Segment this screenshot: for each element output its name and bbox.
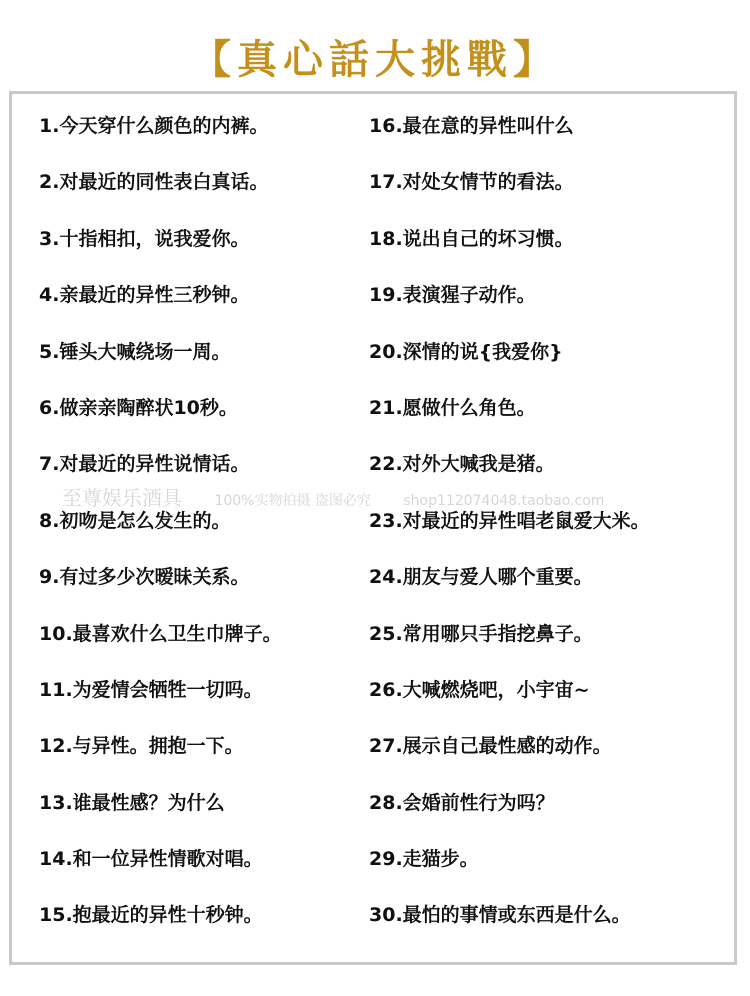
list-item: 24.朋友与爱人哪个重要。	[369, 566, 593, 589]
watermark-note: 100%实物拍摄 盗图必究	[214, 493, 371, 509]
list-item: 21.愿做什么角色。	[369, 396, 536, 419]
list-item: 14.和一位异性情歌对唱。	[39, 848, 263, 871]
list-item: 4.亲最近的异性三秒钟。	[39, 284, 250, 307]
list-item: 5.锤头大喊绕场一周。	[39, 340, 231, 363]
list-item: 26.大喊燃烧吧，小宇宙~	[369, 678, 590, 701]
list-item: 28.会婚前性行为吗？	[369, 791, 555, 814]
list-item: 2.对最近的同性表白真话。	[39, 171, 269, 194]
list-item: 23.对最近的异性唱老鼠爱大米。	[369, 509, 650, 532]
content-frame	[9, 91, 737, 965]
list-item: 9.有过多少次暧昧关系。	[39, 566, 250, 589]
list-item: 1.今天穿什么颜色的内裤。	[39, 115, 269, 137]
list-item: 29.走猫步。	[369, 848, 479, 871]
list-item: 12.与异性。拥抱一下。	[39, 735, 244, 758]
list-item: 18.说出自己的坏习惯。	[369, 227, 574, 250]
list-item: 13.谁最性感？为什么	[39, 791, 225, 814]
list-item: 15.抱最近的异性十秒钟。	[39, 904, 263, 927]
list-item: 30.最怕的事情或东西是什么。	[369, 904, 631, 927]
list-item: 19.表演猩子动作。	[369, 284, 536, 307]
list-item: 11.为爱情会牺牲一切吗。	[39, 678, 263, 701]
list-item: 16.最在意的异性叫什么	[369, 115, 574, 137]
left-column	[39, 106, 282, 952]
list-item: 22.对外大喊我是猪。	[369, 453, 555, 476]
list-item: 3.十指相扣，说我爱你。	[39, 227, 250, 250]
list-item: 7.对最近的异性说情话。	[39, 453, 250, 476]
watermark-url: shop112074048.taobao.com	[403, 493, 605, 509]
page-title: 【真心話大挑戰】	[191, 36, 559, 83]
list-item: 27.展示自己最性感的动作。	[369, 735, 612, 758]
list-item: 8.初吻是怎么发生的。	[39, 509, 231, 532]
right-column	[369, 106, 650, 952]
list-item: 25.常用哪只手指挖鼻子。	[369, 622, 593, 645]
watermark-shop-name: 至尊娱乐酒具	[62, 486, 182, 510]
list-item: 10.最喜欢什么卫生巾牌子。	[39, 622, 282, 645]
list-item: 17.对处女情节的看法。	[369, 171, 574, 194]
list-item: 20.深情的说{我爱你}	[369, 340, 563, 363]
watermark	[62, 482, 632, 511]
list-item: 6.做亲亲陶醉状10秒。	[39, 396, 238, 419]
